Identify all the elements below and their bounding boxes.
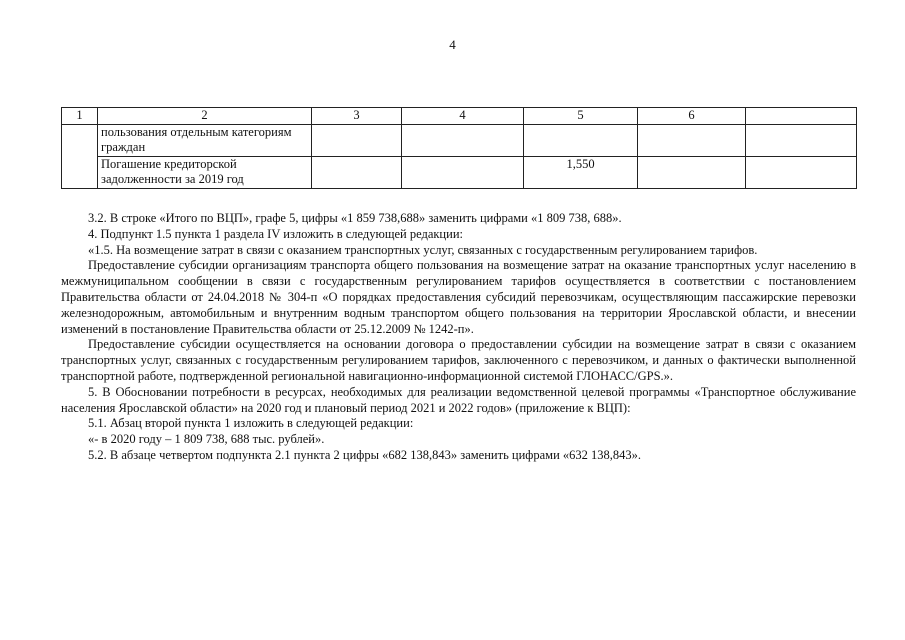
table-cell: пользования отдельным категориям граждан bbox=[98, 124, 312, 156]
paragraph: 4. Подпункт 1.5 пункта 1 раздела IV изложить в следующей редакции: bbox=[88, 226, 463, 241]
paragraph: 5.2. В абзаце четвертом подпункта 2.1 пункта 2 цифры «682 138,843» заменить цифрами «632 138,843». bbox=[88, 447, 642, 462]
table-row bbox=[62, 156, 857, 188]
column-header: 2 bbox=[98, 108, 312, 125]
table-cell bbox=[746, 156, 857, 188]
page-number: 4 bbox=[449, 37, 456, 52]
table-cell bbox=[62, 124, 98, 188]
paragraph: 5. В Обосновании потребности в ресурсах, необходимых для реализации ведомственной целевой программы «Транспортное обслуживание населения Ярославской области» на 2020 год и плановый период 2021 и 2022 годов» (приложение к ВЦП): bbox=[61, 384, 856, 415]
table-cell: Погашение кредиторской задолженности за 2019 год bbox=[98, 156, 312, 188]
table-cell bbox=[402, 124, 524, 156]
column-header: 5 bbox=[524, 108, 638, 125]
table-row bbox=[62, 124, 857, 156]
table-cell bbox=[402, 156, 524, 188]
column-header: 6 bbox=[638, 108, 746, 125]
paragraph: 5.1. Абзац второй пункта 1 изложить в следующей редакции: bbox=[88, 416, 414, 431]
document-body bbox=[61, 211, 856, 464]
budget-table bbox=[61, 107, 857, 189]
paragraph: 3.2. В строке «Итого по ВЦП», графе 5, цифры «1 859 738,688» заменить цифрами «1 809 738, 688». bbox=[88, 211, 622, 225]
table-cell bbox=[524, 124, 638, 156]
column-header: 3 bbox=[312, 108, 402, 125]
paragraph: Предоставление субсидии организациям транспорта общего пользования на возмещение затрат на оказание транспортных услуг населению в межмуниципальном сообщении в связи с государственным регулированием тарифов осуществляется в соответствии с постановлением Правительства области от 24.04.2018 № 304-п «О порядках предоставления субсидий перевозчикам, осуществляющим пассажирские перевозки железнодорожным, автомобильным и внутренним водным транспортом общего пользования на территории Ярославской области, и внесении изменений в постановление Правительства области от 25.12.2009 № 1242-п». bbox=[61, 258, 856, 336]
table-cell bbox=[638, 124, 746, 156]
paragraph: Предоставление субсидии осуществляется на основании договора о предоставлении субсидии на возмещение затрат в связи с оказанием транспортных услуг, связанных с государственным регулированием тарифов, заключенного с перевозчиком, и данных о фактически выполненной транспортной работе, подтвержденной региональной навигационно-информационной системой ГЛОНАСС/GPS.». bbox=[61, 337, 856, 383]
table-cell bbox=[746, 124, 857, 156]
table-cell: 1,550 bbox=[524, 156, 638, 188]
column-header: 1 bbox=[62, 108, 98, 125]
paragraph: «1.5. На возмещение затрат в связи с оказанием транспортных услуг, связанных с государственным регулированием тарифов. bbox=[88, 242, 758, 257]
table-header-row bbox=[62, 108, 857, 125]
paragraph: «- в 2020 году – 1 809 738, 688 тыс. рублей». bbox=[88, 432, 325, 447]
table-cell bbox=[312, 124, 402, 156]
table-cell bbox=[638, 156, 746, 188]
column-header bbox=[746, 108, 857, 125]
table-cell bbox=[312, 156, 402, 188]
column-header: 4 bbox=[402, 108, 524, 125]
